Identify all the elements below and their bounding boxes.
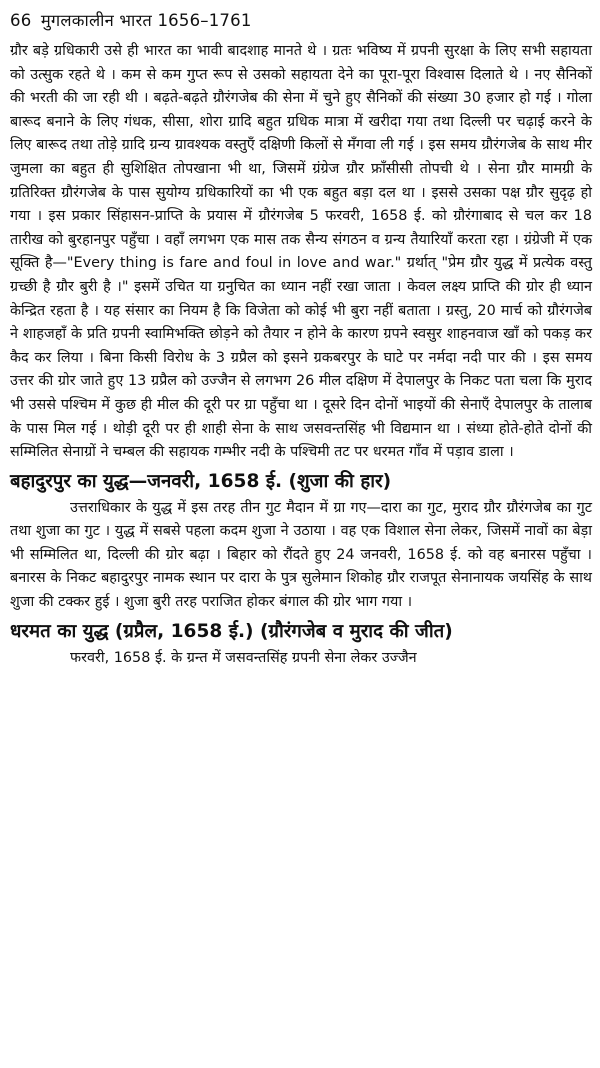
running-head (10, 10, 592, 40)
section-heading-bahadurpur: बहादुरपुर का युद्ध—जनवरी, 1658 ई. (शुजा की हार) (10, 470, 392, 492)
paragraph-bahadurpur-battle: उत्तराधिकार के युद्ध में इस तरह तीन गुट मैदान में ग्रा गए—दारा का गुट, मुराद ग्रौर ग्रौरंगजेब का गुट तथा शुजा का गुट । युद्ध में सबसे पहला कदम शुजा ने उठाया । वह एक विशाल सेना लेकर, जिसमें नावों का बेड़ा भी सम्मिलित था, दिल्ली की ग्रोर बढ़ा । बिहार को रौंदते हुए 24 जनवरी, 1658 ई. को वह बनारस पहुँचा । बनारस के निकट बहादुरपुर नामक स्थान पर दारा के पुत्र सुलेमान शिकोह ग्रौर राजपूत सेनानायक जयसिंह के साथ शुजा की टक्कर हुई । शुजा बुरी तरह पराजित होकर बंगाल की ग्रोर भाग गया । (10, 499, 592, 611)
section-heading-dharmat: धरमत का युद्ध (ग्रप्रैल, 1658 ई.) (ग्रौरंगजेब व मुराद की जीत) (10, 620, 453, 642)
page-number: 66 (10, 11, 32, 30)
book-title: मुगलकालीन भारत 1656–1761 (40, 11, 252, 30)
paragraph-aurangzeb-preparations: ग्रौर बड़े ग्रधिकारी उसे ही भारत का भावी बादशाह मानते थे । ग्रतः भविष्य में ग्रपनी सुरक्षा के लिए सभी सहायता को उत्सुक रहते थे । कम से कम गुप्त रूप से उसको सहायता देने का पूरा-पूरा विश्वास दिलाते थे । नए सैनिकों की भरती की जा रही थी । बढ़ते-बढ़ते ग्रौरंगजेब की सेना में चुने हुए सैनिकों की संख्या 30 हजार हो गई । गोला बारूद बनाने के लिए गंधक, सीसा, शोरा ग्रादि बहुत ग्रधिक मात्रा में खरीदा गया तथा दिल्ली पर चढ़ाई करने के लिए बारूद तथा तोड़े ग्रादि ग्रन्य ग्रावश्यक वस्तुएँ दक्षिणी किलों से मँगवा ली गई । इस समय ग्रौरंगजेब के साथ मीर जुमला का बहुत ही सुशिक्षित तोपखाना भी था, जिसमें ग्रंग्रेज ग्रौर फ्राँसीसी तोपची थे । सेना ग्रौर मामग्री के ग्रतिरिक्त ग्रौरंगजेब के पास सुयोग्य ग्रधिकारियों का भी एक बहुत बड़ा दल था । इससे उसका पक्ष ग्रौर सुदृढ़ हो गया । इस प्रकार सिंहासन-प्राप्ति के प्रयास में ग्रौरंगजेब 5 फरवरी, 1658 ई. को ग्रौरंगाबाद से चल कर 18 तारीख को बुरहानपुर पहुँचा । वहाँ लगभग एक मास तक सैन्य संगठन व ग्रन्य तैयारियाँ करता रहा । ग्रंग्रेजी में एक सूक्ति है—"Every thing is fare and foul in love and war." ग्रर्थात् "प्रेम ग्रौर युद्ध में प्रत्येक वस्तु ग्रच्छी है ग्रौर बुरी है ।" इसमें उचित या ग्रनुचित का ध्यान नहीं रखा जाता । केवल लक्ष्य प्राप्ति की ग्रोर ही ध्यान केन्द्रित रहता है । यह संसार का नियम है कि विजेता को कोई भी बुरा नहीं बताता । ग्रस्तु, 20 मार्च को ग्रौरंगजेब ने शाहजहाँ के प्रति ग्रपनी स्वामिभक्ति छोड़ने को तैयार न होने के कारण ग्रपने स्वसुर शाहनवाज खाँ को पकड़ कर कैद कर लिया । बिना किसी विरोध के 3 ग्रप्रैल को इसने ग्रकबरपुर के घाटे पर नर्मदा नदी पार की । इस समय उत्तर की ग्रोर जाते हुए 13 ग्रप्रैल को उज्जैन से लगभग 26 मील दक्षिण में देपालपुर के निकट पता चला कि मुराद भी उससे पश्चिम में कुछ ही मील की दूरी पर ग्रा पहुँचा था । दूसरे दिन दोनों भाइयों की सेनाएँ देपालपुर के तालाब के पास मिल गई । थोड़ी दूरी पर ही शाही सेना के साथ जसवन्तसिंह भी विद्यमान था । संध्या होते-होते दोनों की सम्मिलित सेनाग्रों ने चम्बल की सहायक गम्भीर नदी के पश्चिमी तट पर धरमत गाँव में पड़ाव डाला । (10, 43, 592, 461)
paragraph-dharmat-battle: फरवरी, 1658 ई. के ग्रन्त में जसवन्तसिंह ग्रपनी सेना लेकर उज्जैन (70, 649, 417, 666)
